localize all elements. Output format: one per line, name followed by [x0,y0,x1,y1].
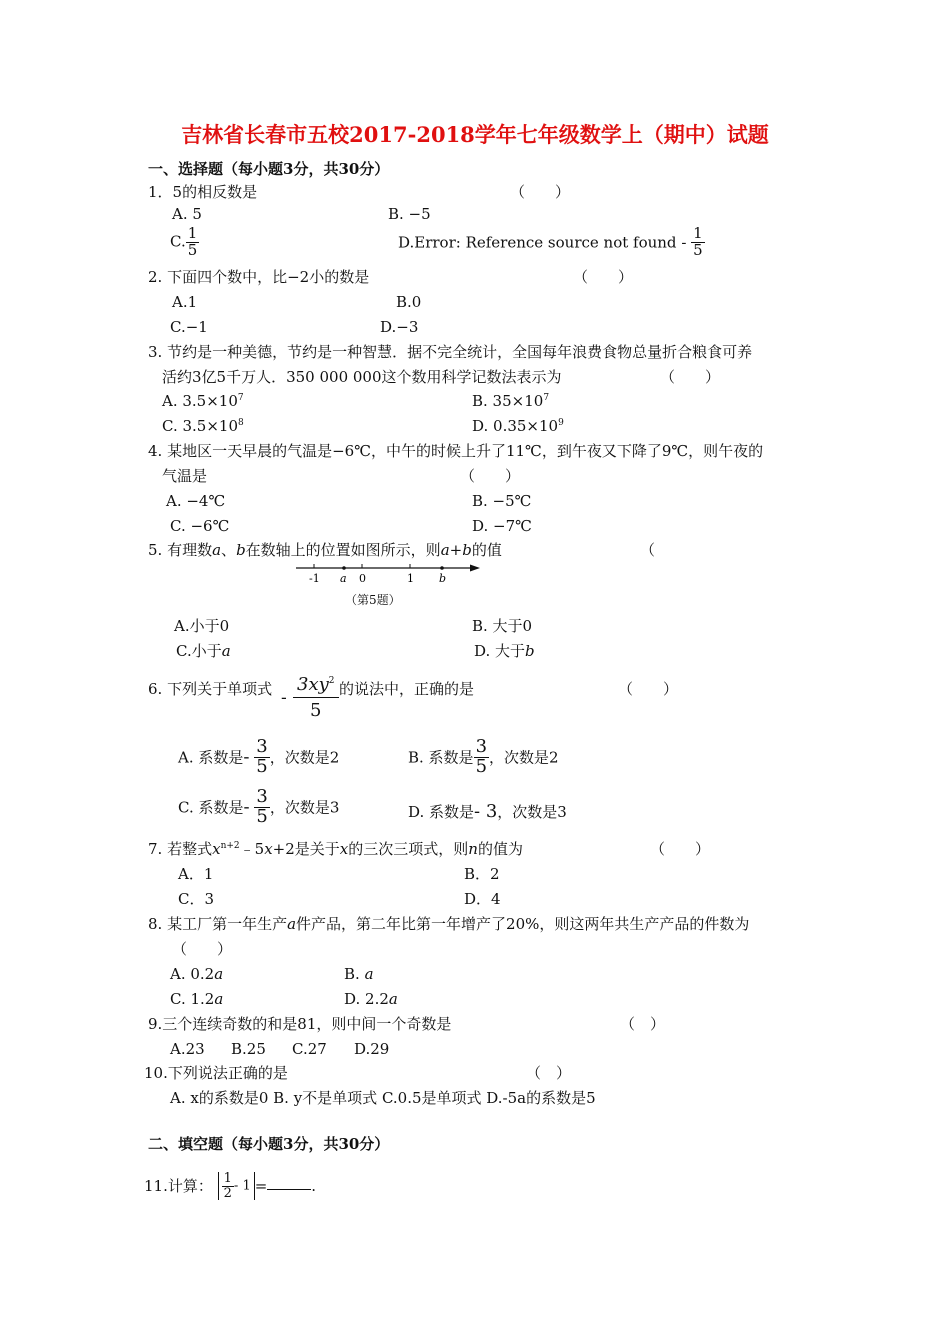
q1-c-num: 1 [187,224,198,242]
q6-d-pre: D. 系数是 [408,803,475,821]
q7-stem-post: 的值为 [477,840,523,858]
q4-option-c: C. −6℃ [170,517,230,535]
label-minus-one: -1 [309,572,320,585]
q5-d-var: b [525,642,535,660]
q6-monomial [293,674,339,721]
number-line-arrow [470,565,480,572]
q1-option-d [398,226,705,259]
q6-c-pre: C. 系数是 [178,798,244,817]
q6-a-minus: - [243,746,250,768]
q6-c-minus: - [243,796,250,818]
q6-a-fraction [254,738,269,777]
q7-option-a: A．1 [178,865,214,883]
q3-b-base: B. 35×10 [472,392,544,410]
q1-c-prefix: C. [170,232,186,251]
q3-option-b [472,392,549,410]
q6-mono-den: 5 [310,699,322,721]
q7-stem-mid3: 的三次三项式，则 [348,840,469,858]
page-title: 吉林省长春市五校2017-2018学年七年级数学上（期中）试题 [181,122,769,147]
q7-x2: x [264,840,273,858]
q11-rest: - 1 [233,1178,251,1194]
q3-a-base: A. 3.5×10 [162,392,238,410]
q1-d-num: 1 [693,224,703,242]
q6-stem-post: 的说法中，正确的是 [339,680,475,698]
q3-d-base: D. 0.35×10 [472,417,559,435]
q6-d-value: - 3 [474,801,498,822]
label-a: a [340,572,347,585]
q10-paren: （ ） [526,1064,572,1082]
q6-fraction [293,674,339,721]
q11-fraction [222,1172,234,1200]
q2-stem: 2. 下面四个数中，比−2小的数是 [148,268,370,286]
q1-d-minus: - [681,233,687,252]
q5-paren: （ [640,541,656,559]
q5-expr: a+b [440,541,472,559]
q6-c-num: 3 [256,786,268,807]
q7-paren: （ ） [650,840,711,858]
q3-c-base: C. 3.5×10 [162,417,238,435]
q6-option-a [178,738,339,777]
q11-answer-blank[interactable] [267,1175,311,1190]
q6-a-pre: A. 系数是 [178,748,244,767]
q6-stem: 6. 下列关于单项式 [148,680,273,698]
q1-stem: 1．5的相反数是 [148,183,258,201]
q5-var-b: b [236,541,246,559]
q3-line2: 活约3亿5千万人．350 000 000这个数用科学记数法表示为 [162,368,562,386]
q7-stem-mid: ﹣5 [239,840,265,858]
q3-option-d [472,417,564,435]
label-one: 1 [407,572,414,585]
q6-paren: （ ） [618,680,679,698]
q6-d-degree: ，次数是3 [497,803,567,821]
section-fill-heading: 二、填空题（每小题3分，共30分） [148,1135,390,1153]
q9-option-a: A.23 [170,1040,205,1058]
q5-stem-pre: 5. 有理数 [148,541,213,559]
q8-stem-pre: 8. 某工厂第一年生产 [148,915,288,933]
q6-a-degree: ，次数是2 [269,748,340,767]
q3-b-exp: 7 [543,393,550,403]
q9-option-b: B.25 [231,1040,266,1058]
q10-options: A. x的系数是0 B. y不是单项式 C.0.5是单项式 D.-5a的系数是5 [170,1089,596,1107]
q1-option-c [170,226,199,259]
label-zero: 0 [359,572,366,585]
q6-mono-num: $3xy^2$ [293,674,339,698]
q3-line1: 3. 节约是一种美德，节约是一种智慧．据不完全统计，全国每年浪费食物总量折合粮食可养 [148,343,753,361]
q7-x: x [212,840,221,858]
section-choice-heading: 一、选择题（每小题3分，共30分） [148,160,390,178]
q8-option-a: A. 0.2a [170,965,224,983]
q2-option-a: A.1 [172,293,198,311]
q1-option-b: B. −5 [388,205,431,223]
q6-a-den: 5 [256,755,268,777]
q5-stem-mid: 在数轴上的位置如图所示，则 [245,541,441,559]
q7-x3: x [339,840,349,858]
q6-c-fraction [254,788,269,827]
q2-option-b: B.0 [396,293,422,311]
q6-b-degree: ，次数是2 [489,748,559,767]
q8-var: a [287,915,297,933]
q5-number-line [290,558,490,588]
q11 [144,1172,316,1200]
q2-paren: （ ） [573,268,634,286]
q3-option-c [162,417,244,435]
q5-sep: 、 [221,541,237,559]
q1-d-fraction [691,226,705,259]
q11-end: . [311,1177,317,1196]
q5-stem-post: 的值 [471,541,502,559]
q2-option-d: D.−3 [380,318,419,336]
q5-figure-caption: （第5题） [345,593,401,607]
q1-option-a: A. 5 [172,205,202,223]
q3-paren: （ ） [660,368,721,386]
q4-line1: 4. 某地区一天早晨的气温是−6℃，中午的时候上升了11℃，到午夜又下降了9℃，则午夜的 [148,442,764,460]
q7-stem-mid2: +2是关于 [272,840,340,858]
q7-option-c: C．3 [178,890,215,908]
q5-c-text: C.小于 [176,642,222,660]
q8-option-c: C. 1.2a [170,990,224,1008]
q1-paren: （ ） [510,183,571,201]
q3-c-exp: 8 [238,418,244,428]
q1-c-fraction [186,226,200,259]
q5-var-a: a [212,541,222,559]
q6-option-c [178,788,339,827]
q6-c-den: 5 [256,805,268,827]
label-b: b [439,572,447,585]
q5-c-var: a [221,642,231,660]
q5-option-a: A.小于0 [174,617,230,635]
q11-stem: 11.计算： [144,1177,213,1196]
q6-option-b [408,738,559,777]
q5-option-b: B. 大于0 [472,617,533,635]
q9-paren: （ ） [620,1015,666,1033]
q8-stem-post: 件产品，第二年比第一年增产了20%，则这两年共生产产品的件数为 [296,915,750,933]
q1-d-text: D.Error: Reference source not found [398,233,677,252]
q8-option-d: D. 2.2a [344,990,398,1008]
q4-option-a: A. −4℃ [166,492,226,510]
q4-option-d: D. −7℃ [472,517,532,535]
q11-num: 1 [223,1171,232,1186]
q3-d-exp: 9 [558,418,564,428]
q8-paren: （ ） [172,940,233,958]
q11-abs [218,1172,255,1200]
point-a [342,566,346,570]
q3-option-a [162,392,244,410]
q7-exp: n+2 [220,841,240,851]
q7-option-d: D．4 [464,890,501,908]
q8-stem [148,915,749,933]
q5-option-c [176,642,231,660]
q3-a-exp: 7 [237,393,244,403]
q11-den: 2 [223,1185,232,1201]
q6-b-num: 3 [475,736,488,757]
q1-c-den: 5 [187,240,198,259]
q4-paren: （ ） [460,467,521,485]
point-b [440,566,444,570]
q6-b-pre: B. 系数是 [408,748,474,767]
q5-stem [148,541,502,559]
q9-option-d: D.29 [354,1040,390,1058]
q2-option-c: C.−1 [170,318,208,336]
q6-c-degree: ，次数是3 [269,798,340,817]
q4-option-b: B. −5℃ [472,492,532,510]
q6-a-num: 3 [256,736,268,757]
q7-n: n [468,840,478,858]
q7-option-b: B．2 [464,865,500,883]
q6-minus: - [281,688,287,708]
q6-b-fraction [474,738,489,777]
q10-stem: 10.下列说法正确的是 [144,1064,288,1082]
q1-d-den: 5 [693,240,703,259]
q5-option-d [474,642,535,660]
q6-b-den: 5 [475,755,488,777]
q7-stem-pre: 7. 若整式 [148,840,213,858]
q5-d-text: D. 大于 [474,642,526,660]
q7-stem [148,840,523,858]
q8-option-b: B. a [344,965,374,983]
q11-eq: = [254,1177,268,1196]
q9-stem: 9.三个连续奇数的和是81，则中间一个奇数是 [148,1015,452,1033]
q4-line2: 气温是 [162,467,208,485]
q9-option-c: C.27 [292,1040,327,1058]
q6-option-d [408,801,567,823]
